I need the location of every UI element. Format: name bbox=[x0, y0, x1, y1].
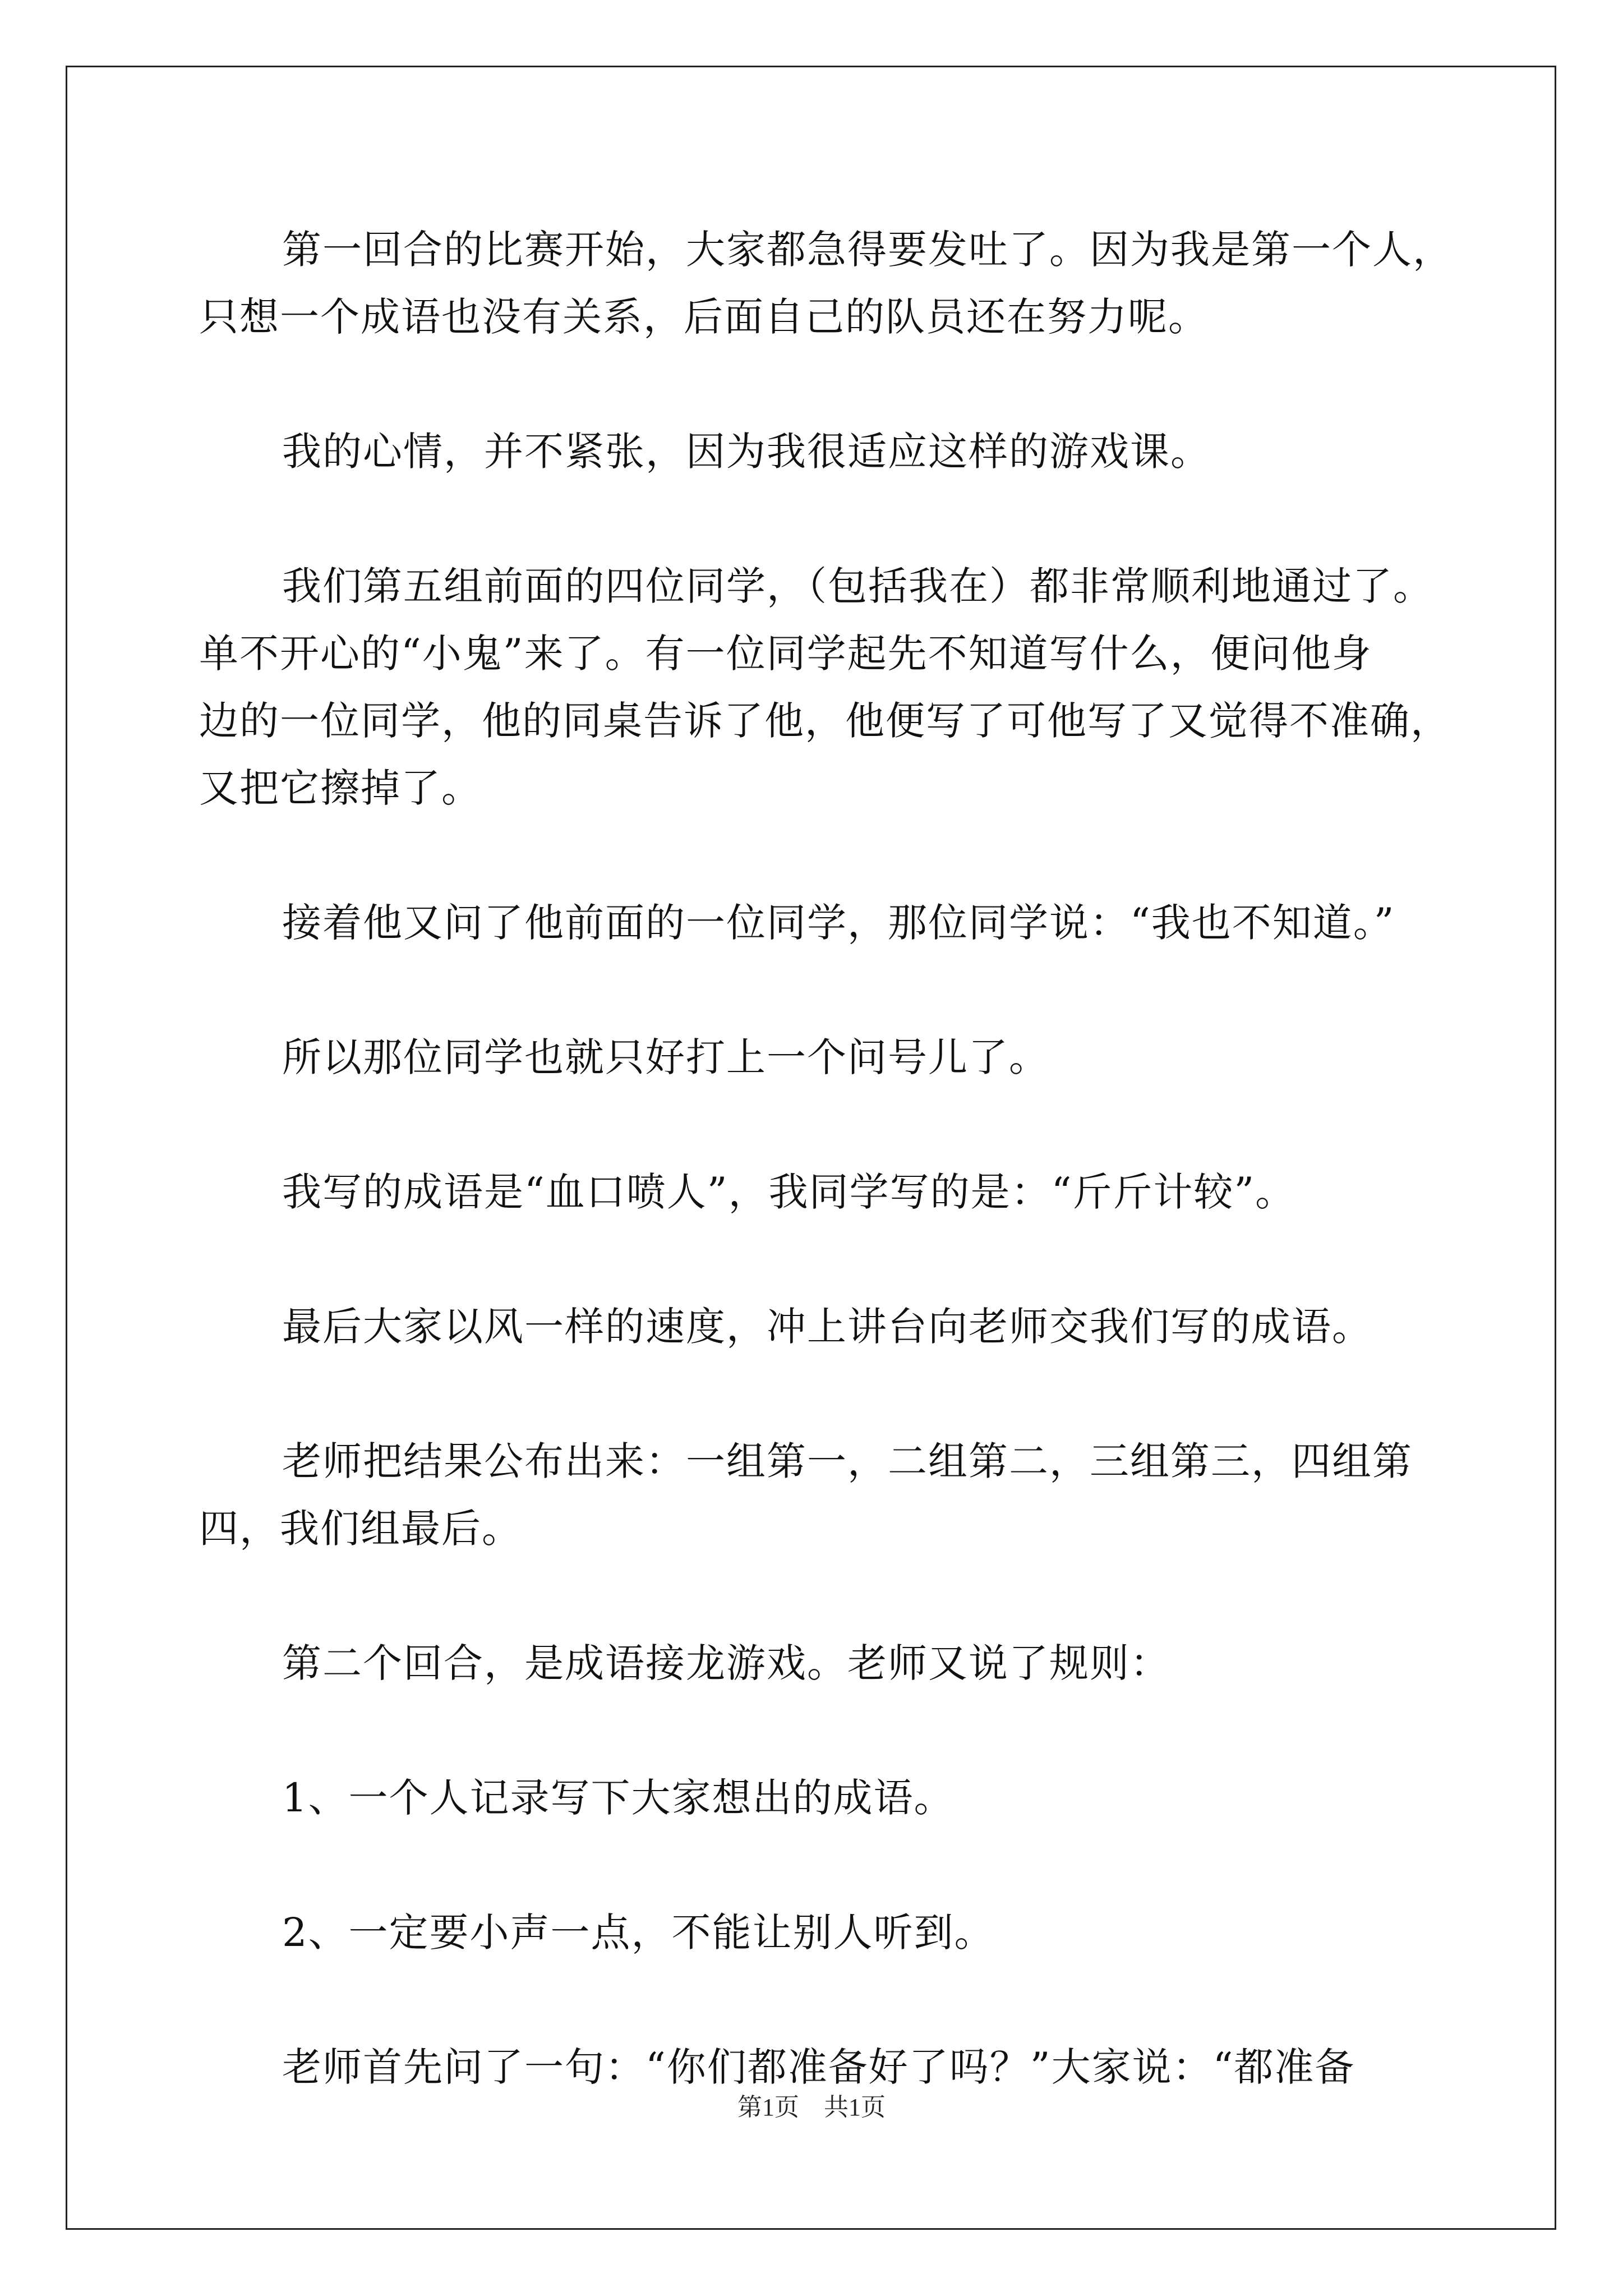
text-line: 我们第五组前面的四位同学，（包括我在）都非常顺利地通过了。 bbox=[282, 563, 1433, 609]
document-body bbox=[199, 216, 1453, 2168]
text-line: 单不开心的“小鬼”来了。有一位同学起先不知道写什么，便问他身 bbox=[199, 631, 1372, 677]
text-line: 第一回合的比赛开始，大家都急得要发吐了。因为我是第一个人， bbox=[282, 227, 1453, 273]
text-line: 第二个回合，是成语接龙游戏。老师又说了规则： bbox=[282, 1640, 1170, 1686]
paragraph bbox=[199, 1158, 1433, 1226]
paragraph bbox=[199, 1899, 1433, 1966]
paragraph bbox=[199, 1293, 1433, 1360]
text-line: 我的心情，并不紧张，因为我很适应这样的游戏课。 bbox=[282, 429, 1211, 475]
text-line: 2、一定要小声一点，不能让别人听到。 bbox=[282, 1910, 995, 1955]
paragraph bbox=[199, 1428, 1433, 1562]
paragraph bbox=[199, 216, 1453, 351]
paragraph bbox=[199, 1630, 1433, 1697]
paragraph bbox=[199, 889, 1433, 956]
text-line: 老师首先问了一句：“你们都准备好了吗？”大家说：“都准备 bbox=[282, 2044, 1355, 2090]
text-line: 我写的成语是“血口喷人”，我同学写的是：“斤斤计较”。 bbox=[282, 1169, 1296, 1215]
text-line: 最后大家以风一样的速度，冲上讲台向老师交我们写的成语。 bbox=[282, 1304, 1372, 1350]
text-line: 接着他又问了他前面的一位同学，那位同学说：“我也不知道。” bbox=[282, 900, 1395, 946]
page-footer: 第1页 共1页 bbox=[737, 2093, 886, 2121]
paragraph bbox=[199, 1024, 1433, 1091]
text-line: 所以那位同学也就只好打上一个问号儿了。 bbox=[282, 1034, 1049, 1080]
text-line: 老师把结果公布出来：一组第一，二组第二，三组第三，四组第 bbox=[282, 1438, 1413, 1484]
paragraph bbox=[199, 553, 1451, 822]
text-line: 1、一个人记录写下大家想出的成语。 bbox=[282, 1775, 955, 1821]
text-line: 只想一个成语也没有关系，后面自己的队员还在努力呢。 bbox=[199, 294, 1209, 340]
text-line: 又把它擦掉了。 bbox=[199, 765, 482, 811]
paragraph bbox=[199, 418, 1433, 485]
paragraph bbox=[199, 1764, 1433, 1832]
text-line: 四，我们组最后。 bbox=[199, 1506, 522, 1552]
text-line: 边的一位同学，他的同桌告诉了他，他便写了可他写了又觉得不准确， bbox=[199, 698, 1451, 744]
